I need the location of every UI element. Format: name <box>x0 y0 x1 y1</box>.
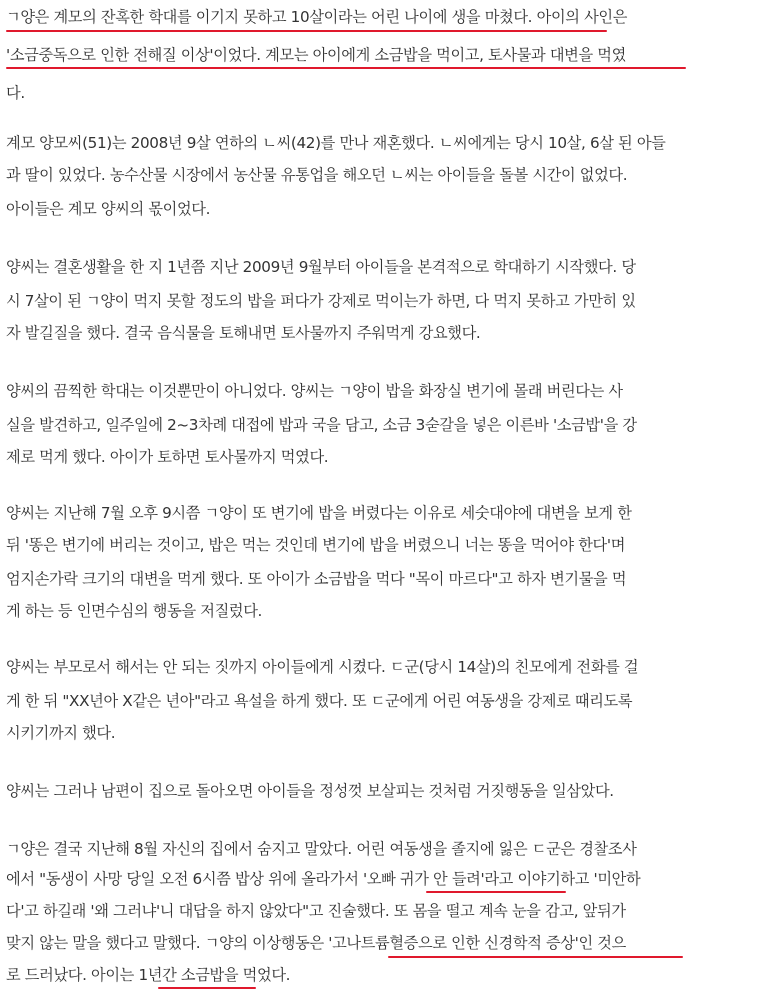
text-line: 실을 발견하고, 일주일에 2~3차례 대접에 밥과 국을 담고, 소금 3숟갈을 넣은 이른바 '소금밥'을 강 <box>6 416 637 434</box>
text-line: 시 7살이 된 ㄱ양이 먹지 못할 정도의 밥을 퍼다가 강제로 먹이는가 하면, 다 먹지 못하고 가만히 있 <box>6 292 636 310</box>
text-line: 양씨는 그러나 남편이 집으로 돌아오면 아이들을 정성껏 보살피는 것처럼 거짓행동을 일삼았다. <box>6 782 614 800</box>
text-line: 시키기까지 했다. <box>6 724 116 742</box>
text-line: 자 발길질을 했다. 결국 음식물을 토해내면 토사물까지 주워먹게 강요했다. <box>6 324 481 342</box>
text-line: 과 딸이 있었다. 농수산물 시장에서 농산물 유통업을 해오던 ㄴ씨는 아이들을 돌볼 시간이 없었다. <box>6 166 628 184</box>
text-line: 양씨는 결혼생활을 한 지 1년쯤 지난 2009년 9월부터 아이들을 본격적으로 학대하기 시작했다. 당 <box>6 258 636 276</box>
text-line: 아이들은 계모 양씨의 몫이었다. <box>6 200 211 218</box>
text-line: 양씨의 끔찍한 학대는 이것뿐만이 아니었다. 양씨는 ㄱ양이 밥을 화장실 변기에 몰래 버린다는 사 <box>6 382 623 400</box>
text-line: 엄지손가락 크기의 대변을 먹게 했다. 또 아이가 소금밥을 먹다 "목이 마르다"고 하자 변기물을 먹 <box>6 570 627 588</box>
highlight-underline <box>426 891 566 893</box>
highlight-underline <box>388 956 683 958</box>
text-line: 맞지 않는 말을 했다고 말했다. ㄱ양의 이상행동은 '고나트륨혈증으로 인한 신경학적 증상'인 것으 <box>6 934 626 952</box>
text-line: ㄱ양은 결국 지난해 8월 자신의 집에서 숨지고 말았다. 어린 여동생을 졸지에 잃은 ㄷ군은 경찰조사 <box>6 840 637 858</box>
text-line: 게 한 뒤 "XX년아 X같은 년아"라고 욕설을 하게 했다. 또 ㄷ군에게 어린 여동생을 강제로 때리도록 <box>6 692 633 710</box>
text-line: 제로 먹게 했다. 아이가 토하면 토사물까지 먹였다. <box>6 448 329 466</box>
highlight-underline <box>6 30 607 32</box>
text-line: ㄱ양은 계모의 잔혹한 학대를 이기지 못하고 10살이라는 어린 나이에 생을 마쳤다. 아이의 사인은 <box>6 8 628 26</box>
text-line: 게 하는 등 인면수심의 행동을 저질렀다. <box>6 602 263 620</box>
text-line: 뒤 '똥은 변기에 버리는 것이고, 밥은 먹는 것인데 변기에 밥을 버렸으니 너는 똥을 먹어야 한다'며 <box>6 536 626 554</box>
text-line: 양씨는 부모로서 해서는 안 되는 짓까지 아이들에게 시켰다. ㄷ군(당시 14살)의 친모에게 전화를 걸 <box>6 658 639 676</box>
text-line: 에서 "동생이 사망 당일 오전 6시쯤 밥상 위에 올라가서 '오빠 귀가 안 들려'라고 이야기하고 '미안하 <box>6 870 641 888</box>
text-line: 로 드러났다. 아이는 1년간 소금밥을 먹었다. <box>6 966 291 984</box>
text-line: 다'고 하길래 '왜 그러냐'니 대답을 하지 않았다"고 진술했다. 또 몸을 떨고 계속 눈을 감고, 앞뒤가 <box>6 902 626 920</box>
text-line: '소금중독으로 인한 전해질 이상'이었다. 계모는 아이에게 소금밥을 먹이고, 토사물과 대변을 먹였 <box>6 46 626 64</box>
text-line: 다. <box>6 84 25 102</box>
text-line: 양씨는 지난해 7월 오후 9시쯤 ㄱ양이 또 변기에 밥을 버렸다는 이유로 세숫대야에 대변을 보게 한 <box>6 504 632 522</box>
text-line: 계모 양모씨(51)는 2008년 9살 연하의 ㄴ씨(42)를 만나 재혼했다. ㄴ씨에게는 당시 10살, 6살 된 아들 <box>6 134 666 152</box>
highlight-underline <box>158 987 256 989</box>
highlight-underline <box>6 67 686 69</box>
